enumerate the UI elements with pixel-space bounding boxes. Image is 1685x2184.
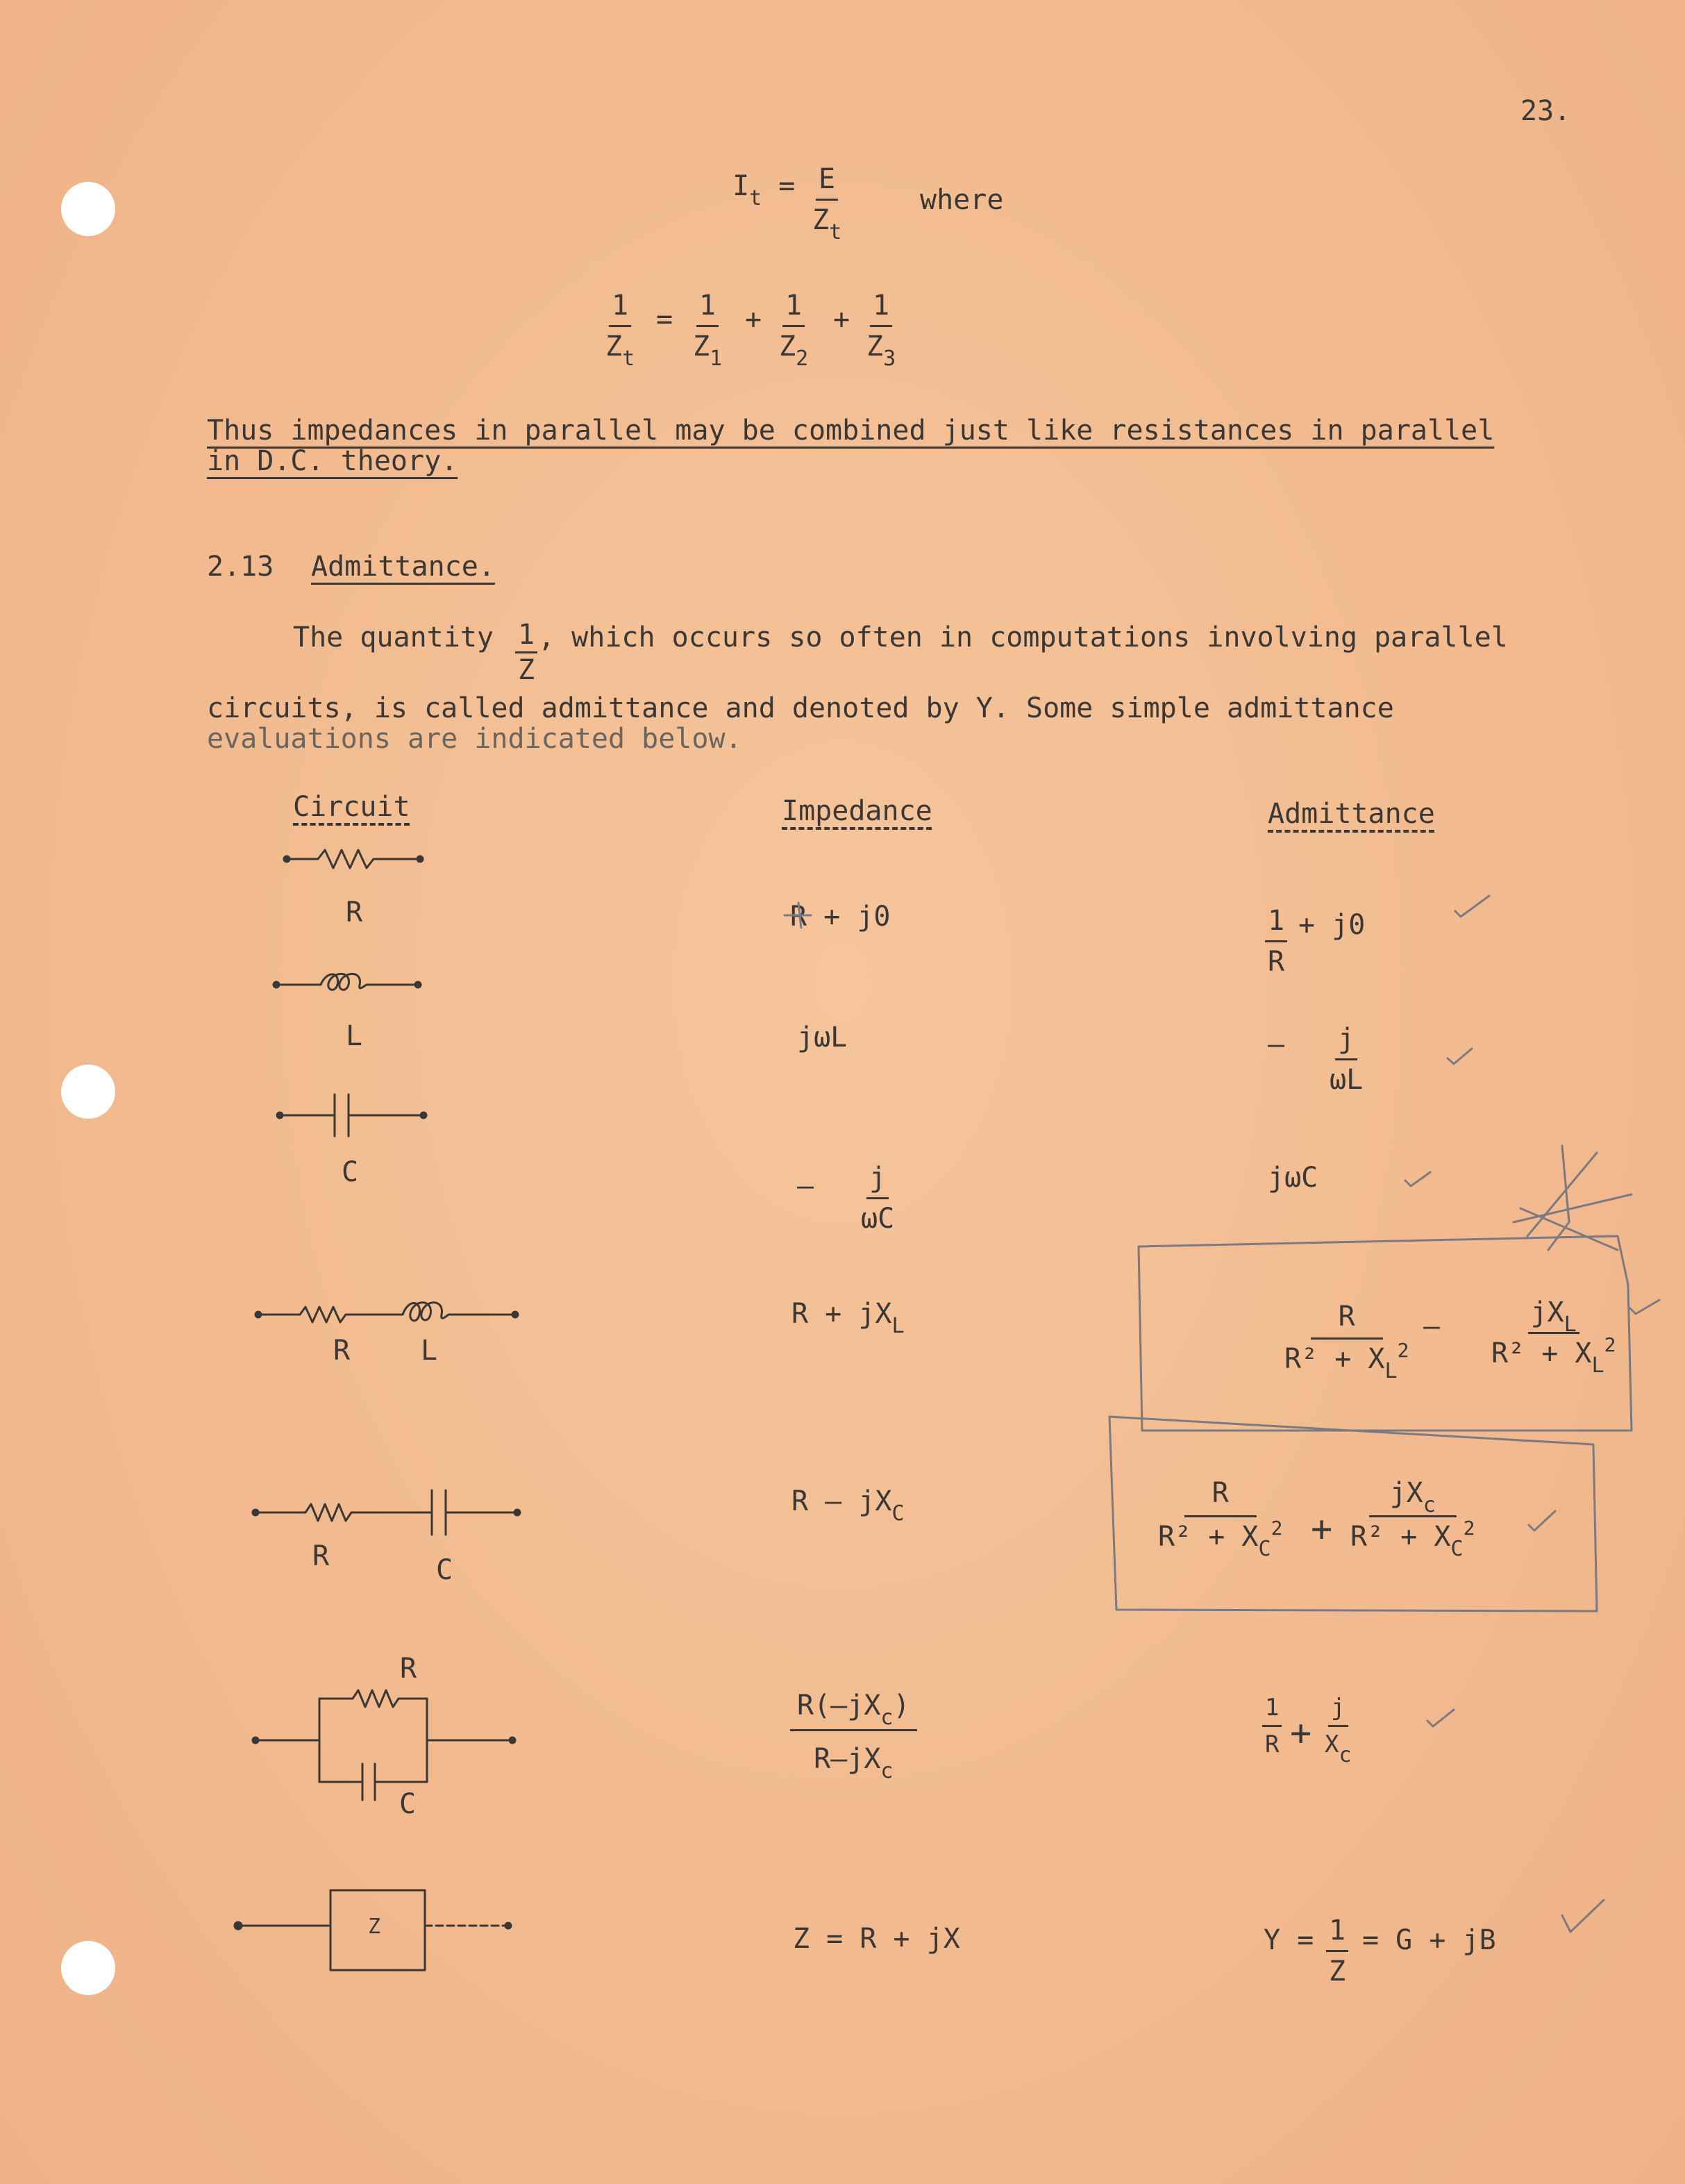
- eq-parallel-sub-1: 1: [710, 347, 723, 371]
- section-title: Admittance.: [311, 551, 495, 583]
- circuit-label-c-3: C: [342, 1156, 359, 1188]
- admittance-row-7-num: 1: [1326, 1917, 1348, 1952]
- boxed-expression-outline: [1139, 1236, 1632, 1431]
- admittance-row-4-op: —: [1423, 1310, 1441, 1342]
- eq-current-den-sub: t: [829, 220, 842, 244]
- admittance-row-4-t2-den-sub: L: [1591, 1353, 1604, 1378]
- eq-parallel-z-t: Z: [605, 331, 623, 362]
- circuit-label-c-5: C: [436, 1554, 453, 1586]
- impedance-row-5-main: R — jX: [791, 1485, 892, 1517]
- circuit-label-l-4: L: [421, 1335, 438, 1367]
- admittance-row-2-sign: —: [1268, 1028, 1285, 1060]
- impedance-row-3-sign: —: [797, 1170, 814, 1202]
- admittance-row-5-op: +: [1311, 1508, 1333, 1550]
- eq-parallel-z-3: Z: [866, 331, 884, 362]
- admittance-row-1-rest: + j0: [1298, 909, 1366, 941]
- header-admittance: Admittance: [1268, 798, 1435, 830]
- eq-parallel-sub-3: 3: [883, 347, 896, 371]
- check-mark-icon: [1562, 1900, 1604, 1932]
- eq-parallel-plus-1: +: [745, 303, 762, 335]
- admittance-row-4-t2-num-sub: L: [1564, 1312, 1577, 1337]
- admittance-row-7-lhs: Y =: [1264, 1924, 1314, 1956]
- paragraph-admittance-line2: circuits, is called admittance and denoted by Y. Some simple admittance: [207, 692, 1394, 724]
- admittance-row-7-den: Z: [1329, 1956, 1346, 1987]
- paragraph-frac-num: 1: [515, 621, 537, 653]
- impedance-row-6-num-close: ): [893, 1690, 910, 1722]
- eq-parallel-num-1: 1: [696, 292, 719, 327]
- page-number: 23.: [1520, 95, 1571, 127]
- eq-parallel-plus-2: +: [833, 303, 850, 335]
- admittance-row-6-num1: 1: [1262, 1696, 1282, 1727]
- admittance-row-4-t2-num-main: jX: [1530, 1297, 1564, 1328]
- paragraph-parallel-line2: in D.C. theory.: [207, 445, 458, 477]
- impedance-row-3-den: ωC: [861, 1203, 895, 1235]
- admittance-row-5-t1-num: R: [1184, 1479, 1257, 1517]
- admittance-row-7-rhs: = G + jB: [1362, 1924, 1496, 1956]
- eq-current-equals: =: [778, 170, 796, 202]
- eq-current-lhs-sub: t: [749, 186, 762, 210]
- admittance-row-2-num: j: [1335, 1025, 1357, 1060]
- eq-parallel-sub-2: 2: [796, 347, 809, 371]
- eq-current-den-z: Z: [812, 204, 830, 236]
- check-mark-icon: [1405, 1172, 1430, 1186]
- admittance-row-5-t2-num-main: jX: [1389, 1477, 1423, 1509]
- impedance-row-6-den-sub: c: [880, 1759, 894, 1783]
- section-number: 2.13: [207, 551, 274, 583]
- circuit-label-l-2: L: [346, 1020, 363, 1052]
- eq-parallel-num-t: 1: [609, 292, 631, 327]
- paragraph-admittance-line1b: , which occurs so often in computations involving parallel: [538, 622, 1508, 653]
- check-mark-icon: [1427, 1710, 1454, 1726]
- circuit-label-c-6: C: [399, 1788, 417, 1820]
- admittance-row-6-den2-main: X: [1325, 1731, 1339, 1758]
- admittance-row-6-num2: j: [1328, 1696, 1348, 1727]
- eq-current-where: where: [920, 184, 1004, 216]
- circuit-label-r-5: R: [312, 1540, 330, 1572]
- check-mark-icon: [1455, 896, 1489, 917]
- admittance-row-5-t1-den-main: R² + X: [1158, 1521, 1259, 1553]
- admittance-row-5-t2-den-sup: 2: [1463, 1517, 1475, 1540]
- header-circuit: Circuit: [293, 791, 410, 823]
- strike-mark-icon: [785, 903, 811, 928]
- circuit-label-r-1: R: [346, 897, 363, 928]
- impedance-row-7: Z = R + jX: [793, 1923, 960, 1955]
- paragraph-admittance-line1a: The quantity: [293, 622, 494, 653]
- impedance-row-6-num-sub: c: [880, 1706, 894, 1730]
- paragraph-frac-den: Z: [518, 654, 535, 686]
- admittance-row-3: jωC: [1268, 1162, 1318, 1194]
- impedance-row-4-sub: L: [891, 1314, 905, 1338]
- eq-parallel-equals: =: [656, 303, 673, 335]
- scribble-cross-icon: [1514, 1146, 1632, 1250]
- circuit-label-z-7: Z: [368, 1915, 381, 1939]
- check-mark-icon: [1529, 1511, 1555, 1531]
- admittance-row-6-den1: R: [1265, 1731, 1280, 1758]
- eq-parallel-num-2: 1: [782, 292, 805, 327]
- impedance-row-5-sub: C: [891, 1501, 905, 1526]
- check-mark-icon: [1630, 1300, 1659, 1314]
- admittance-row-5-t1-den-sub: C: [1258, 1537, 1271, 1561]
- impedance-row-6-num-main: R(—jX: [797, 1690, 881, 1722]
- admittance-row-5-t2-den-sub: C: [1450, 1537, 1464, 1561]
- admittance-row-5-t2-num-sub: c: [1423, 1493, 1436, 1517]
- header-impedance: Impedance: [782, 795, 932, 827]
- boxed-expression-outline: [1109, 1417, 1597, 1611]
- paragraph-parallel-line1: Thus impedances in parallel may be combined just like resistances in parallel: [207, 415, 1495, 447]
- impedance-row-4-main: R + jX: [791, 1298, 892, 1330]
- impedance-row-3-num: j: [866, 1164, 889, 1199]
- impedance-row-1: R + j0: [790, 901, 891, 933]
- admittance-row-6-op: +: [1290, 1712, 1312, 1754]
- admittance-row-4-t2-den-sup: 2: [1604, 1333, 1616, 1356]
- impedance-row-6-den-main: R—jX: [814, 1743, 881, 1775]
- admittance-row-6-den2-sub: c: [1339, 1743, 1352, 1767]
- admittance-row-4-t1-den-sub: L: [1384, 1359, 1398, 1383]
- admittance-row-2-den: ωL: [1330, 1064, 1364, 1096]
- circuit-label-r-6: R: [400, 1653, 417, 1685]
- eq-parallel-z-2: Z: [779, 331, 796, 362]
- admittance-row-5-t2-den-main: R² + X: [1350, 1521, 1451, 1553]
- admittance-row-4-t1-den-main: R² + X: [1284, 1343, 1385, 1375]
- paragraph-admittance-line3: evaluations are indicated below.: [207, 723, 742, 755]
- admittance-row-1-den: R: [1268, 946, 1285, 978]
- impedance-row-2: jωL: [797, 1022, 848, 1053]
- admittance-row-4-t1-num: R: [1311, 1303, 1383, 1340]
- eq-parallel-z-1: Z: [693, 331, 710, 362]
- check-mark-icon: [1448, 1049, 1472, 1064]
- admittance-row-5-t1-den-sup: 2: [1271, 1517, 1283, 1540]
- circuit-label-r-4: R: [333, 1335, 351, 1367]
- eq-current-num: E: [816, 165, 838, 201]
- admittance-row-4-t2-den-main: R² + X: [1491, 1337, 1592, 1369]
- admittance-row-1-num: 1: [1265, 907, 1287, 942]
- admittance-row-4-t1-den-sup: 2: [1397, 1339, 1409, 1362]
- eq-parallel-num-3: 1: [870, 292, 892, 327]
- eq-parallel-sub-t: t: [622, 347, 635, 371]
- eq-current-lhs: I: [732, 170, 750, 202]
